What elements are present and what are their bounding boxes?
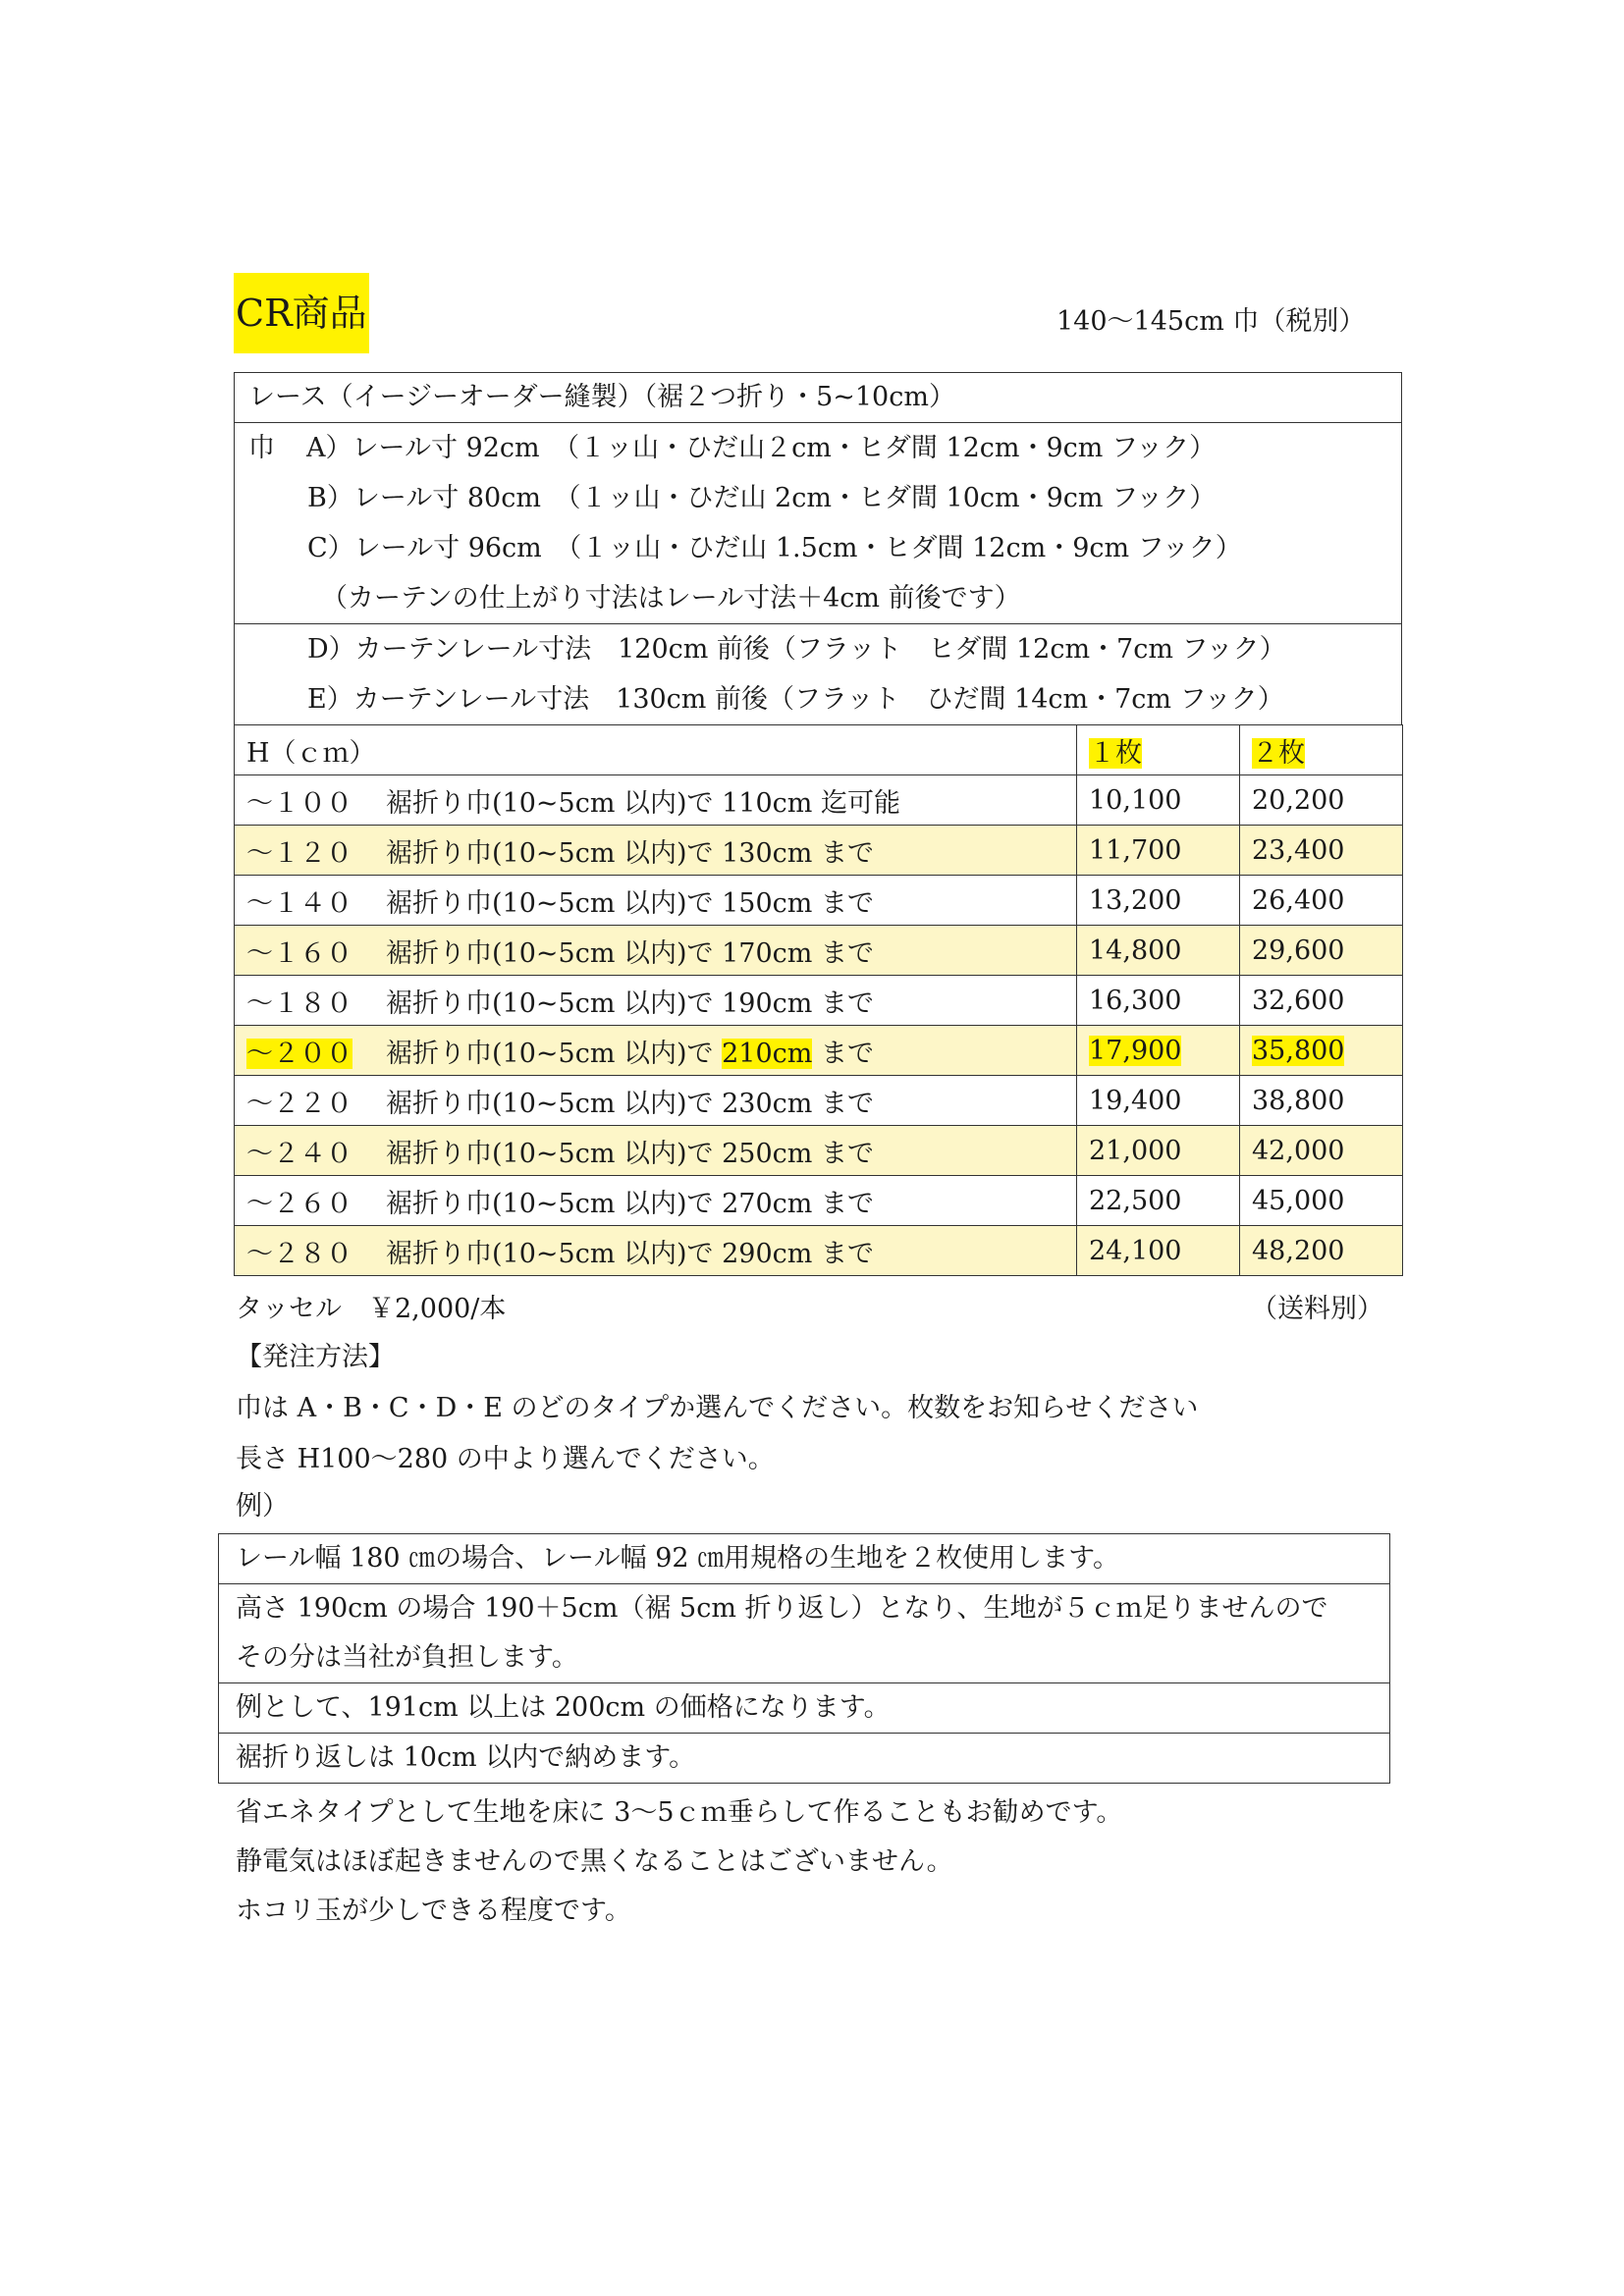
table-row <box>235 826 1403 876</box>
row-desc: 裾折り巾(10~5cm 以内)で 150cm まで <box>386 887 874 919</box>
row-price-two: 45,000 <box>1240 1176 1403 1226</box>
example-row <box>219 1584 1390 1683</box>
example-text: レール幅 180 ㎝の場合、レール幅 92 ㎝用規格の生地を２枚使用します。 <box>219 1534 1390 1584</box>
example-text: 例として、191cm 以上は 200cm の価格になります。 <box>219 1683 1390 1734</box>
order-line-1: 巾は A・B・C・D・E のどのタイプか選んでください。枚数をお知らせください <box>236 1393 1199 1423</box>
row-size: 〜１６０ <box>246 937 352 969</box>
row-price-one: 19,400 <box>1077 1076 1240 1126</box>
row-price-one: 24,100 <box>1077 1226 1240 1276</box>
row-size: 〜２６０ <box>246 1188 352 1219</box>
width-finish-note: （カーテンの仕上がり寸法はレール寸法＋4cm 前後です） <box>321 583 1021 614</box>
row-price-two: 29,600 <box>1240 926 1403 976</box>
row-price-one: 13,200 <box>1077 876 1240 926</box>
example-label: 例） <box>236 1491 289 1522</box>
row-desc-post: まで <box>812 1038 874 1069</box>
width-option-d: D）カーテンレール寸法 120cm 前後（フラット ヒダ間 12cm・7cm フック） <box>307 634 1286 665</box>
row-price-one: 11,700 <box>1077 826 1240 876</box>
width-option-b: B）レール寸 80cm （１ッ山・ひだ山 2cm・ヒダ間 10cm・9cm フック） <box>307 483 1217 513</box>
row-desc: 裾折り巾(10~5cm 以内)で 190cm まで <box>386 988 874 1019</box>
row-size: 〜２８０ <box>246 1238 352 1269</box>
row-price-one: 17,900 <box>1077 1026 1240 1076</box>
row-price-two: 26,400 <box>1240 876 1403 926</box>
width-range-note: 140〜145cm 巾（税別） <box>1056 306 1366 337</box>
row-price-two: 20,200 <box>1240 775 1403 826</box>
row-price-one: 16,300 <box>1077 976 1240 1026</box>
order-line-2: 長さ H100〜280 の中より選んでください。 <box>236 1444 775 1474</box>
row-price-one: 10,100 <box>1077 775 1240 826</box>
footer-line-1: 省エネタイプとして生地を床に 3〜5ｃｍ垂らして作ることもお勧めです。 <box>236 1797 1123 1828</box>
shipping-note: （送料別） <box>1251 1294 1383 1324</box>
row-size: 〜１８０ <box>246 988 352 1019</box>
table-row-highlighted <box>235 1026 1403 1076</box>
row-price-one: 22,500 <box>1077 1176 1240 1226</box>
width-option-e: E）カーテンレール寸法 130cm 前後（フラット ひだ間 14cm・7cm フック） <box>307 684 1284 715</box>
header-one-panel: １枚 <box>1077 725 1240 775</box>
width-option-a-text: A）レール寸 92cm （１ッ山・ひだ山２cm・ヒダ間 12cm・9cm フック） <box>306 433 1217 463</box>
row-size: 〜２２０ <box>246 1088 352 1119</box>
footer-line-2: 静電気はほぼ起きませんので黒くなることはございません。 <box>236 1846 953 1877</box>
row-desc-pre: 裾折り巾(10~5cm 以内)で <box>386 1038 723 1069</box>
row-size: 〜１４０ <box>246 887 352 919</box>
row-desc-highlight: 210cm <box>722 1038 813 1069</box>
row-size: 〜２４０ <box>246 1138 352 1169</box>
order-heading: 【発注方法】 <box>236 1342 395 1372</box>
table-row <box>235 876 1403 926</box>
row-price-two: 35,800 <box>1240 1026 1403 1076</box>
table-row <box>235 1126 1403 1176</box>
row-desc: 裾折り巾(10~5cm 以内)で 230cm まで <box>386 1088 874 1119</box>
width-label: 巾 <box>248 433 275 463</box>
table-row <box>235 775 1403 826</box>
price-table-header <box>235 725 1403 775</box>
row-price-two: 42,000 <box>1240 1126 1403 1176</box>
table-row <box>235 1076 1403 1126</box>
example-table <box>218 1533 1390 1784</box>
row-price-one: 21,000 <box>1077 1126 1240 1176</box>
tassel-price: タッセル ￥2,000/本 <box>236 1294 507 1324</box>
row-size: 〜２００ <box>246 1038 352 1069</box>
row-desc: 裾折り巾(10~5cm 以内)で 290cm まで <box>386 1238 874 1269</box>
page-title: CR商品 <box>234 273 369 353</box>
section-lace: レース（イージーオーダー縫製）（裾２つ折り・5~10cm） <box>234 372 1402 423</box>
width-option-a <box>248 423 1401 473</box>
row-price-two: 38,800 <box>1240 1076 1403 1126</box>
table-row <box>235 1226 1403 1276</box>
row-size: 〜１２０ <box>246 837 352 869</box>
header-two-panel: ２枚 <box>1240 725 1403 775</box>
table-row <box>235 976 1403 1026</box>
example-text: 裾折り返しは 10cm 以内で納めます。 <box>219 1734 1390 1784</box>
header-height: H（ｃｍ） <box>235 725 1077 775</box>
footer-line-3: ホコリ玉が少しできる程度です。 <box>236 1896 631 1926</box>
row-desc: 裾折り巾(10~5cm 以内)で 110cm 迄可能 <box>386 787 900 819</box>
row-price-two: 23,400 <box>1240 826 1403 876</box>
row-size: 〜１００ <box>246 787 352 819</box>
example-row <box>219 1534 1390 1584</box>
row-price-two: 32,600 <box>1240 976 1403 1026</box>
example-row <box>219 1734 1390 1784</box>
width-option-c: C）レール寸 96cm （１ッ山・ひだ山 1.5cm・ヒダ間 12cm・9cm フック） <box>307 533 1242 563</box>
width-options-de <box>234 623 1402 725</box>
row-price-one: 14,800 <box>1077 926 1240 976</box>
table-row <box>235 926 1403 976</box>
width-options-abc <box>234 422 1402 624</box>
row-desc: 裾折り巾(10~5cm 以内)で 270cm まで <box>386 1188 874 1219</box>
row-desc: 裾折り巾(10~5cm 以内)で 170cm まで <box>386 937 874 969</box>
example-text: 高さ 190cm の場合 190＋5cm（裾 5cm 折り返し）となり、生地が５ｃｍ足りませんので その分は当社が負担します。 <box>219 1584 1390 1683</box>
table-row <box>235 1176 1403 1226</box>
row-price-two: 48,200 <box>1240 1226 1403 1276</box>
example-row <box>219 1683 1390 1734</box>
row-desc: 裾折り巾(10~5cm 以内)で 250cm まで <box>386 1138 874 1169</box>
row-desc: 裾折り巾(10~5cm 以内)で 130cm まで <box>386 837 874 869</box>
price-table <box>234 724 1403 1276</box>
